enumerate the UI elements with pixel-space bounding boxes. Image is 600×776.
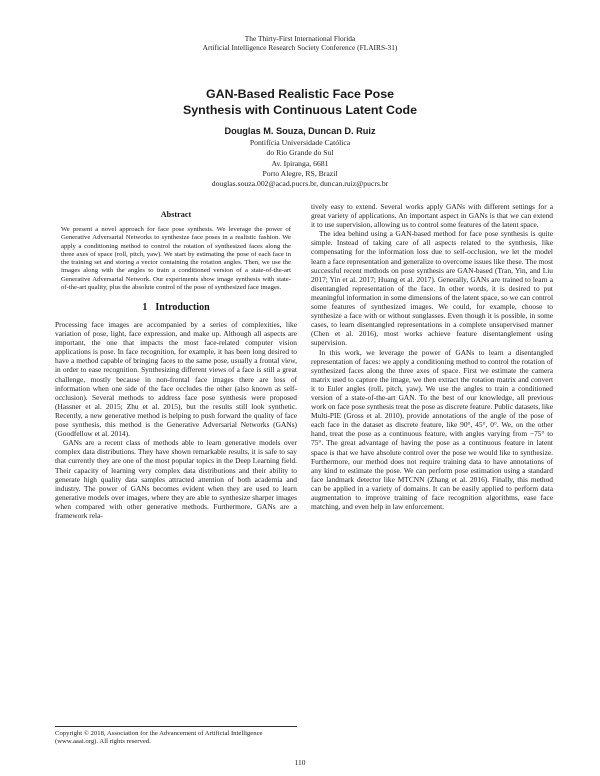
- right-column: [311, 202, 553, 511]
- title-line-2: Synthesis with Continuous Latent Code: [182, 103, 418, 117]
- body-paragraph: In this work, we leverage the power of GANs to learn a disentangled representation of faces: we apply a conditioning method to control the rotation of synthesized faces along the three axes of space. First we estimate the camera matrix used to capture the image, we then extract the rotation matrix and convert it to Euler angles (roll, pitch, yaw). We use the angles to train a conditioned version of a state-of-the-art GAN. To the best of our knowledge, all previous work on face pose synthesis treat the pose as discrete feature. Public datasets, like Multi-PIE (Gross et al. 2010), provide annotations of the angle of the pose of each face in the dataset as discrete feature, like 90°, 45°, 0°. We, on the other hand, treat the pose as a continuous feature, with angles varying from −75° to 75°. The great advantage of having the pose as a continuous feature in latent space is that we have absolute control over the pose we would like to synthesize. Furthermore, our method does not require training data to have annotations of any kind to estimate the pose. We can perform pose estimation using a standard face landmark detector like MTCNN (Zhang et al. 2016). Finally, this method can be applied in a variety of domains. It can be easily applied to perform data augmentation to improve training of face recognition algorithms, ease face matching, and even help in law enforcement.: [311, 347, 553, 512]
- title-line-1: GAN-Based Realistic Face Pose: [205, 87, 394, 101]
- page-number: 110: [294, 758, 306, 767]
- section-heading-introduction: [55, 302, 297, 314]
- body-paragraph: GANs are a recent class of methods able to learn generative models over complex data distributions. They have shown remarkable results, it is safe to say that currently they are one of the most popular topics in the Deep Learning field. Their capacity of learning very complex data distributions and their ability to generate high quality data samples attracted attention of both academia and industry. The power of GANs becomes evident when they are used to learn generative models over images, where they are able to synthesize sharper images when compared with other generative methods. Furthermore, GANs are a framework rela-: [55, 438, 297, 520]
- body-paragraph: tively easy to extend. Several works apply GANs with different settings for a great variety of applications. An important aspect in GANs is that we can extend it to use supervision, allowing us to control some features of the latent space.: [311, 202, 553, 230]
- left-column: [55, 210, 297, 520]
- body-paragraph: The idea behind using a GAN-based method for face pose synthesis is quite simple. Instead of taking care of all aspects related to the synthesis, like compensating for the information loss due to self-occlusion, we let the model learn a face representation and generalize to overcome issues like these. The most successful recent methods on pose synthesis are GAN-based (Tran, Yin, and Liu 2017; Yin et al. 2017; Huang et al. 2017). Generally, GANs are trained to learn a disentangled representation of the face. In other words, it is desired to put meaningful information in some dimensions of the latent space, so we can control some features of synthesized images. We could, for example, choose to synthesize a face with or without sunglasses. Even though it is possible, in some cases, to learn disentangled representations in a complete unsupervised manner (Chen et al. 2016), most works achieve feature disentanglement using supervision.: [311, 229, 553, 348]
- affiliation-line: do Rio Grande do Sul: [266, 148, 334, 158]
- paper-title: [0, 86, 600, 118]
- paper-authors: Douglas M. Souza, Duncan D. Ruiz: [224, 126, 376, 136]
- author-emails: douglas.souza.002@acad.pucrs.br, duncan.ruiz@pucrs.br: [211, 179, 389, 189]
- conference-header: [0, 34, 600, 52]
- venue-line-1: The Thirty-First International Florida: [244, 34, 356, 43]
- body-paragraph: Processing face images are accompanied by a series of complexities, like variation of pose, light, face expression, and make up. Although all aspects are important, the one that impacts the most face-related computer vision applications is pose. In face recognition, for example, it has been long desired to have a method capable of bringing faces to the same pose, usually a frontal view, in order to ease recognition. Synthesizing different views of a face is still a great challenge, mostly because in non-frontal face images there are loss of information when one side of the face occludes the other (also known as self-occlusion). Several methods to address face pose synthesis were proposed (Hassner et al. 2015; Zhu et al. 2015), but the results still look synthetic. Recently, a new generative method is helping to push forward the quality of face pose synthesis, this method is the Generative Adversarial Networks (GANs) (Goodfellow et al. 2014).: [55, 320, 297, 439]
- section-title: Introduction: [155, 302, 210, 313]
- abstract-heading: Abstract: [160, 210, 192, 219]
- section-number: 1: [142, 302, 148, 313]
- copyright-notice: Copyright © 2018, Association for the Advancement of Artificial Intelligence (www.aaai.org). All rights reserved.: [55, 726, 297, 746]
- author-affiliation: [0, 138, 600, 189]
- affiliation-line: Pontifícia Universidade Católica: [249, 138, 351, 147]
- abstract-text: We present a novel approach for face pose synthesis. We leverage the power of Generative Adversarial Networks to synthesize face poses in a realistic fashion. We apply a conditioning method to control the rotation of synthesized faces along the three axes of space (roll, pitch, yaw). We start by estimating the pose of each face in the training set and storing a vector containing the rotation angles. Then, we use the images along with the angles to train a conditioned version of a state-of-the-art Generative Adversarial Network. Our experiments show image synthesis with state-of-the-art quality, plus the absolute control of the pose of synthesized face images.: [61, 226, 291, 291]
- affiliation-line: Av. Ipiranga, 6681: [271, 158, 329, 168]
- venue-line-2: Artificial Intelligence Research Society Conference (FLAIRS-31): [202, 43, 398, 52]
- affiliation-line: Porto Alegre, RS, Brazil: [262, 168, 338, 178]
